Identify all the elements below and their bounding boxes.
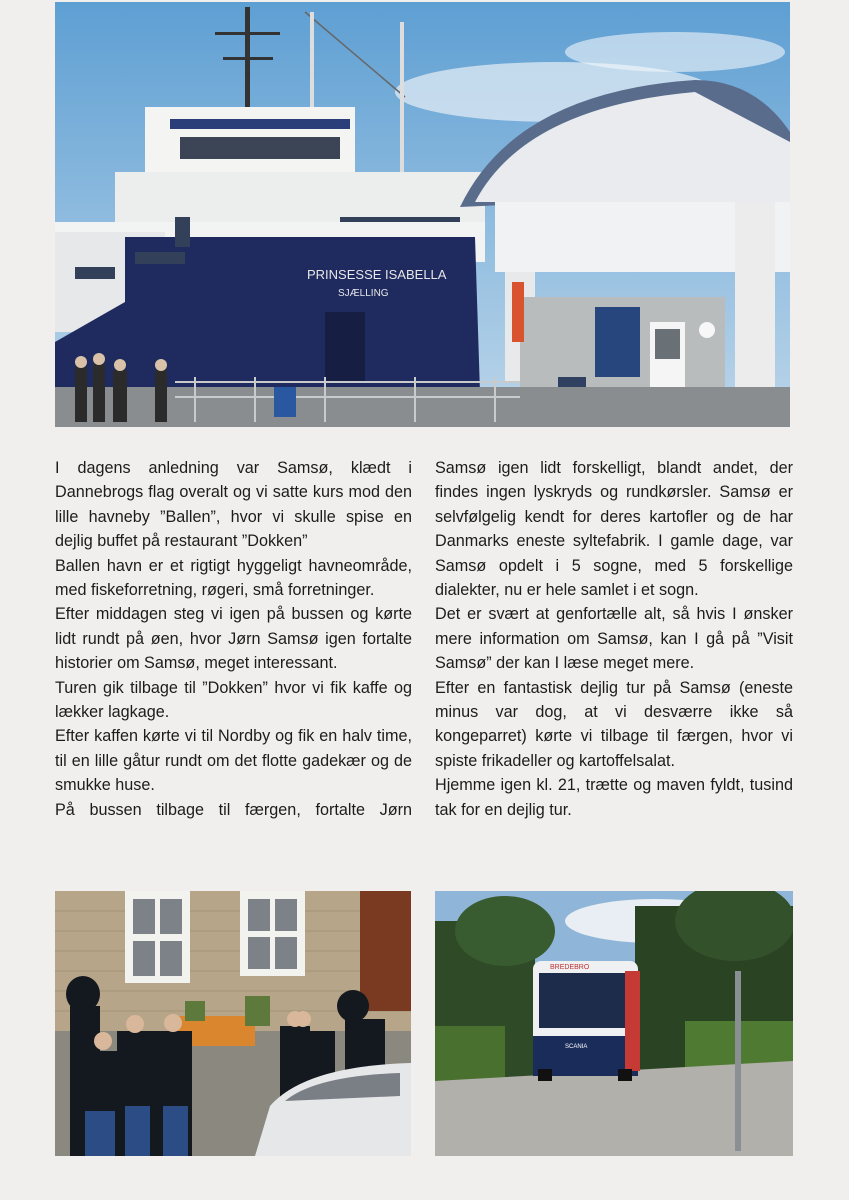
paragraph: Efter middagen steg vi igen på bussen og kørte lidt rundt på øen, hvor Jørn Samsø igen fortalte historier om Samsø, meget interessant. [55, 605, 412, 673]
ship-port: SJÆLLING [338, 288, 389, 299]
paragraph: I dagens anledning var Samsø, klædt i Dannebrogs flag overalt og vi satte kurs mod den lille havneby ”Ballen”, hvor vi skulle spise en dejlig buffet på restaurant ”Dokken” [55, 459, 412, 551]
guards-photo [55, 891, 411, 1156]
paragraph: Det er svært at genfortælle alt, så hvis I ønsker mere information om Samsø, kan I gå på ”Visit Samsø” der kan I læse meget mere. [435, 605, 793, 673]
paragraph: Samsø igen lidt forskelligt, blandt andet, der findes ingen lyskryds og rundkørsler. Samsø er selvfølgelig kendt for deres kartofler og de har Danmarks eneste syltefabrik. I gamle dage, var Samsø opdelt i 5 sogne, med 5 forskellige dialekter, nu er hele samlet i et sogn. [435, 459, 793, 600]
ship-name: PRINSESSE ISABELLA [307, 267, 447, 282]
paragraph: Turen gik tilbage til ”Dokken” hvor vi fik kaffe og lækker lagkage. [55, 678, 412, 722]
bus-model: SCANIA [565, 1044, 588, 1050]
paragraph: Hjemme igen kl. 21, trætte og maven fyldt, tusind tak for en dejlig tur. [435, 776, 793, 819]
bus-brand: BREDEBRO [550, 964, 590, 971]
paragraph: Ballen havn er et rigtigt hyggeligt havneområde, med fiskeforretning, røgeri, små forretninger. [55, 556, 412, 600]
paragraph: Efter kaffen kørte vi til Nordby og fik en halv time, til en lille gåtur rundt om det flotte gadekær og de smukke huse. [55, 727, 412, 795]
paragraph: På bussen tilbage til færgen, fortalte Jørn [55, 800, 412, 819]
ferry-photo [55, 2, 790, 427]
paragraph: Efter en fantastisk dejlig tur på Samsø (eneste minus var dog, at vi desværre ikke så kongeparret) kørte vi tilbage til færgen, hvor vi spiste frikadeller og kartoffelsalat. [435, 678, 793, 770]
article-column-left [55, 456, 412, 822]
bus-photo [435, 891, 793, 1156]
article-column-right [435, 456, 793, 822]
